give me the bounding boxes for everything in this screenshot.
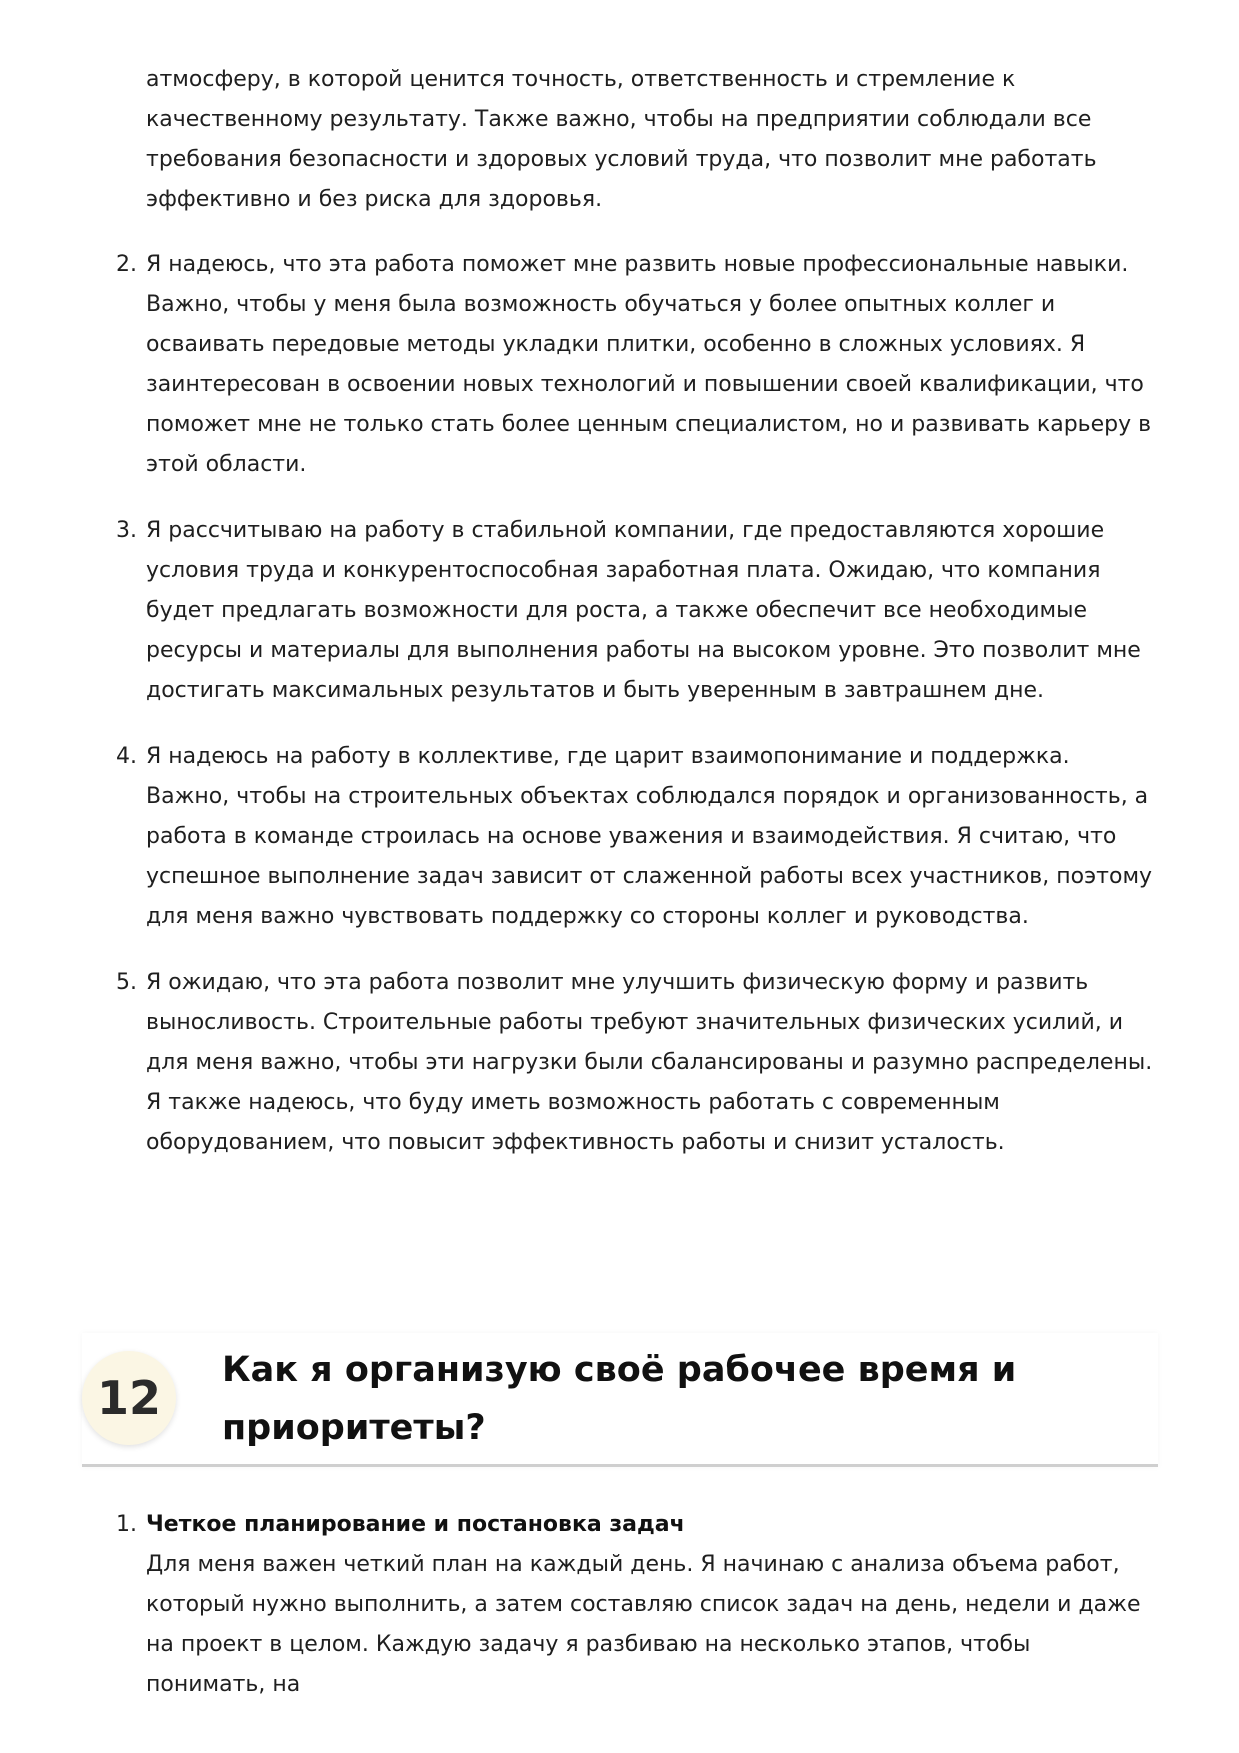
list-item-number: 5. [116, 970, 137, 995]
list-item-text: Я надеюсь, что эта работа поможет мне развить новые профессиональные навыки. Важно, чтобы у меня была возможность обучаться у более опытных коллег и осваивать передовые методы укладки плитки, особенно в сложных условиях. Я заинтересован в освоении новых технологий и повышении своей квалификации, что поможет мне не только стать более ценным специалистом, но и развивать карьеру в этой области. [146, 252, 1152, 477]
list-item-number: 2. [116, 252, 137, 277]
list-item [116, 737, 1156, 937]
list-item-title: Четкое планирование и постановка задач [146, 1512, 685, 1537]
list-item [116, 511, 1156, 711]
list-item-number: 3. [116, 518, 137, 543]
list-item-text: Для меня важен четкий план на каждый день. Я начинаю с анализа объема работ, который нужно выполнить, а затем составляю список задач на день, недели и даже на проект в целом. Каждую задачу я разбиваю на несколько этапов, чтобы понимать, на [146, 1552, 1141, 1697]
section-title: Как я организую своё рабочее время и приоритеты? [222, 1350, 1017, 1448]
list-item [116, 1505, 1156, 1705]
list-item-text: Я ожидаю, что эта работа позволит мне улучшить физическую форму и развить выносливость. Строительные работы требуют значительных физических усилий, и для меня важно, чтобы эти нагрузки были сбалансированы и разумно распределены. Я также надеюсь, что буду иметь возможность работать с современным оборудованием, что повысит эффективность работы и снизит усталость. [146, 970, 1153, 1155]
section-header [82, 1333, 1158, 1467]
section-list [116, 1505, 1156, 1705]
section-number-badge: 12 [82, 1351, 176, 1445]
list-item [116, 963, 1156, 1163]
list-item-number: 4. [116, 744, 137, 769]
intro-paragraph: атмосферу, в которой ценится точность, ответственность и стремление к качественному результату. Также важно, чтобы на предприятии соблюдали все требования безопасности и здоровых условий труда, что позволит мне работать эффективно и без риска для здоровья. [146, 67, 1097, 212]
list-item-number: 1. [116, 1512, 137, 1537]
list-item-text: Я надеюсь на работу в коллективе, где царит взаимопонимание и поддержка. Важно, чтобы на строительных объектах соблюдался порядок и организованность, а работа в команде строилась на основе уважения и взаимодействия. Я считаю, что успешное выполнение задач зависит от слаженной работы всех участников, поэтому для меня важно чувствовать поддержку со стороны коллег и руководства. [146, 744, 1153, 929]
list-item [116, 245, 1156, 485]
list-item-text: Я рассчитываю на работу в стабильной компании, где предоставляются хорошие условия труда и конкурентоспособная заработная плата. Ожидаю, что компания будет предлагать возможности для роста, а также обеспечит все необходимые ресурсы и материалы для выполнения работы на высоком уровне. Это позволит мне достигать максимальных результатов и быть уверенным в завтрашнем дне. [146, 518, 1141, 703]
expectations-list [116, 245, 1156, 1189]
